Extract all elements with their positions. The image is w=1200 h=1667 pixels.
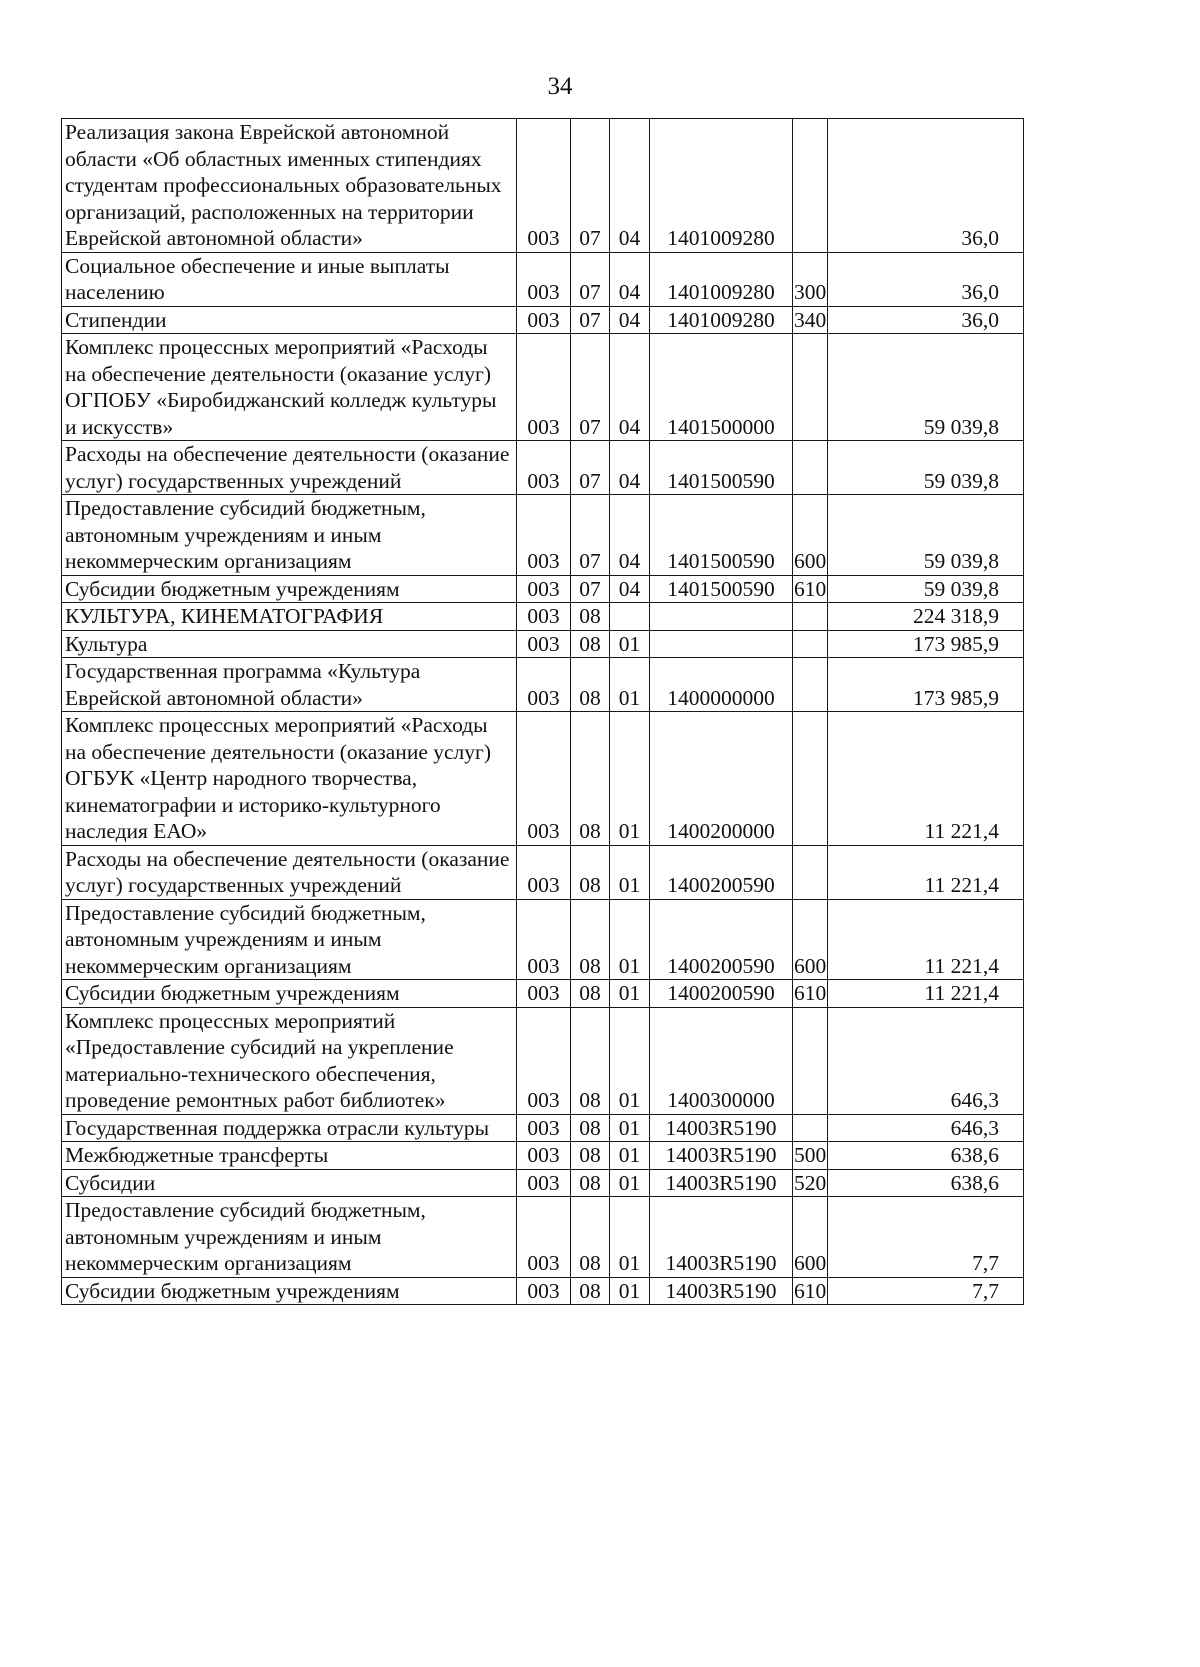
target-article-cell: 14003R5190: [650, 1142, 793, 1170]
section-code-cell: 08: [571, 1142, 610, 1170]
expense-type-cell: 610: [794, 1278, 827, 1303]
section-code-cell: 07: [571, 306, 610, 334]
target-article-cell: 1400200590: [650, 980, 793, 1008]
subsection-code-cell: 04: [610, 119, 650, 253]
grbs-code-cell: 003: [517, 1169, 571, 1197]
section-code-cell: 07: [571, 334, 610, 441]
expense-type-cell: 600: [793, 495, 828, 576]
section-code-cell: 07: [571, 495, 610, 576]
sum-cell: 7,7: [828, 1277, 1024, 1305]
expense-type-cell: [793, 334, 828, 441]
sum-cell: 59 039,8: [828, 441, 1024, 495]
row-name-cell: Расходы на обеспечение деятельности (оказание услуг) государственных учреждений: [62, 845, 517, 899]
page-number: 34: [547, 73, 573, 100]
sum-cell: 59 039,8: [828, 495, 1024, 576]
subsection-code-cell: 01: [610, 1277, 650, 1305]
target-article-cell: 1400200000: [650, 712, 793, 846]
target-article-cell: 1401500590: [650, 575, 793, 603]
expense-type-cell: 500: [794, 1143, 827, 1167]
subsection-code-cell: 01: [610, 1169, 650, 1197]
subsection-code-cell: 01: [610, 1197, 650, 1278]
sum-cell: 59 039,8: [828, 575, 1024, 603]
table-row: [62, 306, 1024, 334]
section-code-cell: 07: [571, 575, 610, 603]
subsection-code-cell: 01: [610, 845, 650, 899]
section-code-cell: 07: [571, 119, 610, 253]
target-article-cell: 1401009280: [650, 252, 793, 306]
grbs-code-cell: 003: [517, 1007, 571, 1114]
grbs-code-cell: 003: [517, 630, 571, 658]
target-article-cell: 1401500590: [650, 441, 793, 495]
row-name-cell: Субсидии бюджетным учреждениям: [62, 575, 517, 603]
grbs-code-cell: 003: [517, 899, 571, 980]
sum-cell: 36,0: [828, 306, 1024, 334]
grbs-code-cell: 003: [517, 1142, 571, 1170]
target-article-cell: 1400200590: [650, 845, 793, 899]
section-code-cell: 08: [571, 630, 610, 658]
grbs-code-cell: 003: [517, 980, 571, 1008]
expense-type-cell: [793, 712, 828, 846]
subsection-code-cell: 01: [610, 980, 650, 1008]
section-code-cell: 08: [571, 658, 610, 712]
sum-cell: 7,7: [828, 1197, 1024, 1278]
target-article-cell: 1401500000: [650, 334, 793, 441]
section-code-cell: 08: [571, 712, 610, 846]
subsection-code-cell: 01: [610, 1142, 650, 1170]
sum-cell: 646,3: [828, 1007, 1024, 1114]
table-row: [62, 845, 1024, 899]
table-row: [62, 630, 1024, 658]
row-name-cell: Культура: [62, 630, 517, 658]
grbs-code-cell: 003: [517, 1277, 571, 1305]
row-name-cell: Государственная программа «Культура Еврейской автономной области»: [62, 658, 517, 712]
expense-type-cell: [793, 119, 828, 253]
sum-cell: 36,0: [828, 119, 1024, 253]
row-name-cell: Социальное обеспечение и иные выплаты населению: [62, 252, 517, 306]
expense-type-cell: 600: [793, 899, 828, 980]
sum-cell: 173 985,9: [828, 630, 1024, 658]
table-body: [62, 119, 1024, 1305]
target-article-cell: 14003R5190: [650, 1169, 793, 1197]
subsection-code-cell: 04: [610, 575, 650, 603]
target-article-cell: [650, 603, 793, 631]
table-row: [62, 119, 1024, 253]
expense-type-cell: [793, 1114, 828, 1142]
section-code-cell: 08: [571, 1007, 610, 1114]
table-row: [62, 1197, 1024, 1278]
sum-cell: 11 221,4: [828, 980, 1024, 1008]
grbs-code-cell: 003: [517, 441, 571, 495]
table-row: [62, 495, 1024, 576]
subsection-code-cell: 04: [610, 334, 650, 441]
expense-type-cell: 610: [794, 576, 827, 601]
table-row: [62, 980, 1024, 1008]
section-code-cell: 08: [571, 1197, 610, 1278]
target-article-cell: 1400200590: [650, 899, 793, 980]
subsection-code-cell: 01: [610, 1007, 650, 1114]
row-name-cell: Субсидии: [62, 1169, 517, 1197]
subsection-code-cell: 01: [610, 712, 650, 846]
sum-cell: 11 221,4: [828, 899, 1024, 980]
expense-type-cell: [793, 845, 828, 899]
subsection-code-cell: 01: [610, 658, 650, 712]
section-code-cell: 08: [571, 1169, 610, 1197]
table-row: [62, 899, 1024, 980]
expense-type-cell: 610: [794, 981, 827, 1005]
row-name-cell: Субсидии бюджетным учреждениям: [62, 980, 517, 1008]
sum-cell: 59 039,8: [828, 334, 1024, 441]
expense-type-cell: [793, 630, 828, 658]
table-row: [62, 1142, 1024, 1170]
table-row: [62, 252, 1024, 306]
grbs-code-cell: 003: [517, 119, 571, 253]
row-name-cell: Реализация закона Еврейской автономной области «Об областных именных стипендиях студентам профессиональных образовательных организаций, расположенных на территории Еврейской автономной области»: [62, 119, 517, 253]
grbs-code-cell: 003: [517, 306, 571, 334]
row-name-cell: Субсидии бюджетным учреждениям: [62, 1277, 517, 1305]
sum-cell: 36,0: [828, 252, 1024, 306]
table-row: [62, 575, 1024, 603]
subsection-code-cell: 01: [610, 899, 650, 980]
expense-type-cell: 340: [794, 307, 827, 332]
table-row: [62, 712, 1024, 846]
section-code-cell: 08: [571, 845, 610, 899]
table-row: [62, 441, 1024, 495]
row-name-cell: Предоставление субсидий бюджетным, автономным учреждениям и иным некоммерческим организациям: [62, 1197, 517, 1278]
section-code-cell: 07: [571, 252, 610, 306]
target-article-cell: 1401500590: [650, 495, 793, 576]
expense-type-cell: [793, 658, 828, 712]
table-row: [62, 1114, 1024, 1142]
expense-type-cell: [793, 603, 828, 631]
row-name-cell: Комплекс процессных мероприятий «Расходы на обеспечение деятельности (оказание услуг) ОГПОБУ «Биробиджанский колледж культуры и искусств»: [62, 334, 517, 441]
target-article-cell: 1400000000: [650, 658, 793, 712]
row-name-cell: Стипендии: [62, 306, 517, 334]
subsection-code-cell: 04: [610, 306, 650, 334]
grbs-code-cell: 003: [517, 603, 571, 631]
target-article-cell: 14003R5190: [650, 1197, 793, 1278]
section-code-cell: 07: [571, 441, 610, 495]
target-article-cell: 1401009280: [650, 306, 793, 334]
grbs-code-cell: 003: [517, 712, 571, 846]
table-row: [62, 1169, 1024, 1197]
section-code-cell: 08: [571, 1277, 610, 1305]
target-article-cell: 1401009280: [650, 119, 793, 253]
row-name-cell: Комплекс процессных мероприятий «Расходы на обеспечение деятельности (оказание услуг) ОГБУК «Центр народного творчества, кинематографии и историко-культурного наследия ЕАО»: [62, 712, 517, 846]
sum-cell: 638,6: [828, 1142, 1024, 1170]
subsection-code-cell: 01: [610, 630, 650, 658]
subsection-code-cell: 04: [610, 441, 650, 495]
row-name-cell: Предоставление субсидий бюджетным, автономным учреждениям и иным некоммерческим организациям: [62, 899, 517, 980]
budget-table: [61, 118, 1024, 1305]
section-code-cell: 08: [571, 899, 610, 980]
subsection-code-cell: 04: [610, 252, 650, 306]
target-article-cell: [650, 630, 793, 658]
grbs-code-cell: 003: [517, 845, 571, 899]
section-code-cell: 08: [571, 603, 610, 631]
subsection-code-cell: 04: [610, 495, 650, 576]
section-code-cell: 08: [571, 1114, 610, 1142]
expense-type-cell: 520: [794, 1170, 827, 1195]
expense-type-cell: [793, 1007, 828, 1114]
table-row: [62, 1277, 1024, 1305]
grbs-code-cell: 003: [517, 495, 571, 576]
sum-cell: 646,3: [828, 1114, 1024, 1142]
table-row: [62, 603, 1024, 631]
sum-cell: 224 318,9: [828, 603, 1024, 631]
row-name-cell: Межбюджетные трансферты: [62, 1142, 517, 1170]
grbs-code-cell: 003: [517, 252, 571, 306]
subsection-code-cell: 01: [610, 1114, 650, 1142]
subsection-code-cell: [610, 603, 650, 631]
grbs-code-cell: 003: [517, 575, 571, 603]
sum-cell: 11 221,4: [828, 712, 1024, 846]
target-article-cell: 1400300000: [650, 1007, 793, 1114]
sum-cell: 173 985,9: [828, 658, 1024, 712]
sum-cell: 638,6: [828, 1169, 1024, 1197]
expense-type-cell: 600: [793, 1197, 828, 1278]
target-article-cell: 14003R5190: [650, 1277, 793, 1305]
grbs-code-cell: 003: [517, 658, 571, 712]
row-name-cell: Предоставление субсидий бюджетным, автономным учреждениям и иным некоммерческим организациям: [62, 495, 517, 576]
target-article-cell: 14003R5190: [650, 1114, 793, 1142]
row-name-cell: Расходы на обеспечение деятельности (оказание услуг) государственных учреждений: [62, 441, 517, 495]
expense-type-cell: 300: [793, 252, 828, 306]
expense-type-cell: [793, 441, 828, 495]
table-row: [62, 1007, 1024, 1114]
grbs-code-cell: 003: [517, 1114, 571, 1142]
table-row: [62, 334, 1024, 441]
table-row: [62, 658, 1024, 712]
sum-cell: 11 221,4: [828, 845, 1024, 899]
grbs-code-cell: 003: [517, 334, 571, 441]
grbs-code-cell: 003: [517, 1197, 571, 1278]
row-name-cell: Комплекс процессных мероприятий «Предоставление субсидий на укрепление материально-технического обеспечения, проведение ремонтных работ библиотек»: [62, 1007, 517, 1114]
section-code-cell: 08: [571, 980, 610, 1008]
row-name-cell: Государственная поддержка отрасли культуры: [62, 1114, 517, 1142]
row-name-cell: КУЛЬТУРА, КИНЕМАТОГРАФИЯ: [62, 603, 517, 631]
